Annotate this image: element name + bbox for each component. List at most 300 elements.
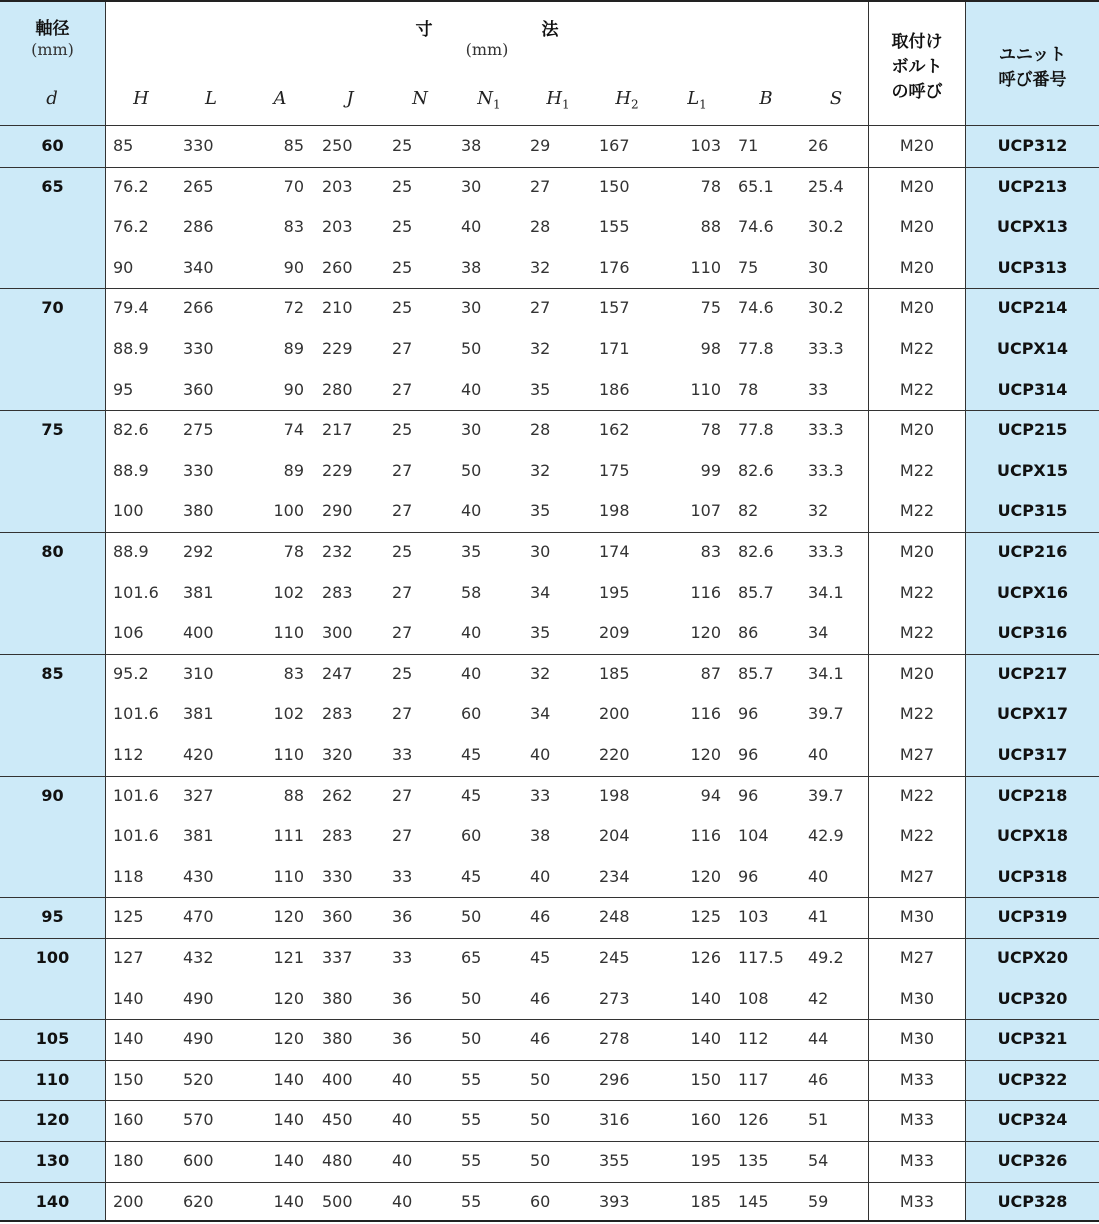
shaft-diameter-value: 65 [41, 176, 64, 196]
dimension-cell: 229 [322, 339, 353, 358]
dimension-cell: 35 [530, 623, 551, 643]
column-rule-bolt [868, 2, 869, 1220]
dimension-cell: 34.1 [808, 582, 844, 602]
dimension-cell: 117.5 [738, 948, 784, 967]
unit-number-cell: UCPX13 [996, 217, 1069, 237]
symbol-letter: S [829, 88, 843, 109]
dimension-cell: 30.2 [808, 298, 844, 318]
dimension-cell: 27 [392, 582, 413, 602]
dimension-cell: 75 [700, 298, 721, 318]
dimension-cell: 337 [322, 948, 353, 967]
dimension-cell: 210 [322, 298, 353, 318]
unit-number-cell: UCP326 [997, 1151, 1068, 1170]
dimension-cell: 60 [530, 1191, 551, 1211]
dimension-cell: 296 [599, 1069, 630, 1089]
dimension-cell: 83 [700, 542, 721, 561]
dimension-cell: 100 [113, 501, 144, 521]
dimension-cell: 355 [599, 1151, 630, 1170]
dimension-cell: 126 [690, 948, 721, 967]
bolt-header-line-3: の呼び [891, 82, 943, 102]
dimension-cell: 25 [392, 542, 413, 561]
unit-number-cell: UCP318 [997, 866, 1068, 886]
dimension-cell: 126 [738, 1110, 769, 1130]
dimension-cell: 71 [738, 136, 759, 155]
dimension-cell: 200 [113, 1191, 144, 1211]
dimension-symbol-10 [744, 84, 788, 114]
dimension-cell: 55 [461, 1191, 482, 1211]
dimension-cell: 36 [392, 988, 413, 1008]
table-bottom-border [0, 1220, 1099, 1222]
dimension-cell: 40 [808, 745, 829, 764]
dimension-cell: 33.3 [808, 460, 844, 480]
dimension-cell: 70 [283, 176, 304, 196]
dimension-cell: 150 [599, 176, 630, 196]
dimension-cell: 381 [183, 582, 214, 602]
dimension-cell: 25 [392, 420, 413, 440]
dimension-cell: 33 [392, 745, 413, 764]
dimension-cell: 120 [273, 907, 304, 927]
dimension-symbol-5 [398, 84, 442, 114]
dimension-cell: 25 [392, 176, 413, 196]
bolt-size-cell: M20 [899, 176, 935, 196]
dimension-cell: 88.9 [113, 460, 149, 480]
unit-number-cell: UCP216 [997, 542, 1068, 561]
dimension-cell: 101.6 [113, 785, 159, 805]
unit-number-cell: UCP324 [997, 1110, 1068, 1130]
dimension-cell: 27 [392, 460, 413, 480]
shaft-diameter-value: 120 [35, 1110, 70, 1130]
dimension-cell: 96 [738, 745, 759, 764]
dimension-cell: 33 [392, 866, 413, 886]
dimension-cell: 135 [738, 1151, 769, 1170]
dimensions-header-char-2: 法 [541, 20, 559, 40]
dimension-cell: 25 [392, 257, 413, 277]
dimension-cell: 85 [113, 136, 134, 155]
dimension-cell: 100 [273, 501, 304, 521]
dimension-cell: 234 [599, 866, 630, 886]
dimension-cell: 46 [530, 1029, 551, 1049]
unit-number-cell: UCP316 [997, 623, 1068, 643]
dimension-cell: 85.7 [738, 582, 774, 602]
dimension-cell: 50 [461, 339, 482, 358]
dimension-cell: 110 [273, 623, 304, 643]
dimension-cell: 25 [392, 217, 413, 237]
symbol-letter: B [759, 88, 773, 109]
column-rule-unit [965, 2, 966, 1220]
dimension-cell: 41 [808, 907, 829, 927]
dimension-cell: 45 [461, 745, 482, 764]
dimension-cell: 103 [690, 136, 721, 155]
dimension-cell: 381 [183, 704, 214, 724]
dimension-cell: 570 [183, 1110, 214, 1130]
dimension-cell: 209 [599, 623, 630, 643]
dimension-cell: 320 [322, 745, 353, 764]
dimension-cell: 283 [322, 704, 353, 724]
dimension-cell: 102 [273, 582, 304, 602]
dimension-cell: 98 [700, 339, 721, 358]
dimension-cell: 174 [599, 542, 630, 561]
bolt-size-cell: M27 [899, 866, 935, 886]
bolt-size-cell: M20 [899, 542, 935, 561]
dimension-cell: 140 [113, 988, 144, 1008]
dimension-cell: 340 [183, 257, 214, 277]
dimension-cell: 104 [738, 826, 769, 846]
dimension-cell: 74.6 [738, 217, 774, 237]
unit-number-cell: UCP319 [997, 907, 1068, 927]
bolt-size-cell: M22 [899, 785, 935, 805]
dimension-cell: 248 [599, 907, 630, 927]
bolt-size-cell: M22 [899, 379, 935, 399]
dimension-cell: 500 [322, 1191, 353, 1211]
dimension-cell: 286 [183, 217, 214, 237]
dimension-cell: 360 [183, 379, 214, 399]
dimension-cell: 50 [530, 1110, 551, 1130]
symbol-subscript: 1 [699, 97, 707, 112]
dimension-cell: 50 [461, 907, 482, 927]
dimension-cell: 27 [392, 623, 413, 643]
dimension-cell: 30 [461, 298, 482, 318]
unit-number-cell: UCP322 [997, 1069, 1068, 1089]
dimension-cell: 74 [283, 420, 304, 440]
dimension-cell: 25 [392, 298, 413, 318]
dimension-cell: 265 [183, 176, 214, 196]
dimension-symbol-6 [467, 84, 511, 114]
dimension-cell: 120 [690, 866, 721, 886]
dimension-cell: 116 [690, 704, 721, 724]
dimension-cell: 232 [322, 542, 353, 561]
unit-number-cell: UCP218 [997, 785, 1068, 805]
dimension-cell: 30.2 [808, 217, 844, 237]
bolt-size-cell: M33 [899, 1191, 935, 1211]
dimension-cell: 36 [392, 907, 413, 927]
bolt-size-cell: M22 [899, 460, 935, 480]
shaft-diameter-unit: (mm) [31, 40, 74, 59]
dimension-cell: 102 [273, 704, 304, 724]
dimension-cell: 330 [183, 339, 214, 358]
dimension-cell: 28 [530, 217, 551, 237]
dimension-cell: 89 [283, 460, 304, 480]
dimension-cell: 393 [599, 1191, 630, 1211]
dimension-cell: 106 [113, 623, 144, 643]
dimension-cell: 140 [690, 1029, 721, 1049]
dimension-cell: 29 [530, 136, 551, 155]
dimension-cell: 77.8 [738, 339, 774, 358]
dimension-cell: 380 [322, 988, 353, 1008]
dimension-cell: 280 [322, 379, 353, 399]
dimension-cell: 120 [690, 623, 721, 643]
dimension-cell: 38 [461, 136, 482, 155]
dimension-symbol-1 [119, 84, 163, 114]
dimension-cell: 292 [183, 542, 214, 561]
unit-number-cell: UCP321 [997, 1029, 1068, 1049]
unit-number-cell: UCP214 [997, 298, 1068, 318]
shaft-diameter-value: 110 [35, 1069, 70, 1089]
symbol-letter: A [273, 88, 287, 109]
dimension-cell: 195 [690, 1151, 721, 1170]
bolt-size-cell: M22 [899, 623, 935, 643]
dimension-cell: 185 [599, 663, 630, 683]
dimension-cell: 300 [322, 623, 353, 643]
dimension-cell: 101.6 [113, 826, 159, 846]
dimension-cell: 40 [392, 1110, 413, 1130]
bolt-size-cell: M20 [899, 136, 935, 155]
dimension-cell: 35 [530, 379, 551, 399]
bolt-size-cell: M30 [899, 907, 935, 927]
dimension-cell: 520 [183, 1069, 214, 1089]
dimension-cell: 79.4 [113, 298, 149, 318]
dimension-cell: 96 [738, 866, 759, 886]
dimension-cell: 40 [530, 866, 551, 886]
unit-number-cell: UCPX14 [996, 339, 1069, 358]
bolt-size-cell: M20 [899, 420, 935, 440]
dimension-cell: 127 [113, 948, 144, 967]
dimension-cell: 39.7 [808, 785, 844, 805]
dimension-cell: 85 [283, 136, 304, 155]
dimension-cell: 110 [690, 379, 721, 399]
dimension-cell: 275 [183, 420, 214, 440]
dimension-cell: 86 [738, 623, 759, 643]
dimension-cell: 160 [690, 1110, 721, 1130]
dimension-cell: 90 [283, 257, 304, 277]
bolt-size-cell: M20 [899, 298, 935, 318]
dimension-cell: 82.6 [113, 420, 149, 440]
bolt-size-cell: M22 [899, 826, 935, 846]
dimension-cell: 75 [738, 257, 759, 277]
dimension-cell: 327 [183, 785, 214, 805]
symbol-letter: N [412, 88, 428, 109]
dimension-cell: 186 [599, 379, 630, 399]
dimension-cell: 45 [530, 948, 551, 967]
dimension-cell: 33 [392, 948, 413, 967]
dimension-cell: 40 [461, 623, 482, 643]
dimension-cell: 34 [530, 582, 551, 602]
dimension-cell: 34 [530, 704, 551, 724]
dimension-cell: 171 [599, 339, 630, 358]
dimension-cell: 245 [599, 948, 630, 967]
dimension-cell: 27 [392, 501, 413, 521]
dimension-cell: 247 [322, 663, 353, 683]
dimension-cell: 121 [273, 948, 304, 967]
dimension-cell: 50 [461, 460, 482, 480]
dimension-symbol-8 [605, 84, 649, 114]
dimension-cell: 72 [283, 298, 304, 318]
shaft-diameter-value: 105 [35, 1029, 70, 1049]
dimension-cell: 39.7 [808, 704, 844, 724]
dimension-cell: 50 [461, 988, 482, 1008]
dimension-cell: 83 [283, 217, 304, 237]
dimension-cell: 99 [700, 460, 721, 480]
dimension-cell: 36 [392, 1029, 413, 1049]
dimension-cell: 45 [461, 785, 482, 805]
dimension-cell: 120 [273, 1029, 304, 1049]
dimension-cell: 203 [322, 176, 353, 196]
symbol-letter: H [133, 88, 149, 109]
dimension-cell: 77.8 [738, 420, 774, 440]
unit-number-cell: UCP328 [997, 1191, 1068, 1211]
dimension-cell: 34.1 [808, 663, 844, 683]
dimension-cell: 101.6 [113, 582, 159, 602]
dimension-cell: 490 [183, 988, 214, 1008]
dimension-cell: 90 [283, 379, 304, 399]
bolt-size-cell: M30 [899, 988, 935, 1008]
dimension-cell: 76.2 [113, 176, 149, 196]
bolt-size-cell: M22 [899, 582, 935, 602]
dimension-cell: 430 [183, 866, 214, 886]
dimension-cell: 108 [738, 988, 769, 1008]
dimension-cell: 27 [530, 176, 551, 196]
dimension-cell: 78 [700, 420, 721, 440]
dimension-cell: 40 [461, 663, 482, 683]
dimension-cell: 600 [183, 1151, 214, 1170]
dimension-cell: 262 [322, 785, 353, 805]
dimension-cell: 278 [599, 1029, 630, 1049]
unit-number-cell: UCPX20 [996, 948, 1069, 967]
dimension-cell: 27 [392, 704, 413, 724]
unit-number-cell: UCPX16 [996, 582, 1069, 602]
dimension-cell: 290 [322, 501, 353, 521]
dimension-cell: 60 [461, 704, 482, 724]
dimension-cell: 95.2 [113, 663, 149, 683]
dimension-cell: 283 [322, 582, 353, 602]
dimension-cell: 470 [183, 907, 214, 927]
dimension-cell: 27 [392, 785, 413, 805]
dimension-cell: 30 [530, 542, 551, 561]
dimension-cell: 260 [322, 257, 353, 277]
dimension-cell: 330 [183, 136, 214, 155]
dimension-cell: 283 [322, 826, 353, 846]
dimension-cell: 400 [183, 623, 214, 643]
column-rule-shaft [105, 2, 106, 1220]
dimension-cell: 310 [183, 663, 214, 683]
dimension-cell: 30 [461, 420, 482, 440]
dimension-symbol-7 [536, 84, 580, 114]
dimension-cell: 480 [322, 1151, 353, 1170]
dimension-cell: 140 [273, 1110, 304, 1130]
shaft-diameter-value: 75 [41, 420, 64, 440]
dimension-cell: 120 [690, 745, 721, 764]
unit-number-cell: UCP320 [997, 988, 1068, 1008]
dimension-cell: 58 [461, 582, 482, 602]
dimension-cell: 33.3 [808, 339, 844, 358]
dimension-cell: 140 [690, 988, 721, 1008]
dimension-cell: 51 [808, 1110, 829, 1130]
dimension-cell: 120 [273, 988, 304, 1008]
dimension-cell: 33 [808, 379, 829, 399]
dimension-cell: 203 [322, 217, 353, 237]
dimension-cell: 42.9 [808, 826, 844, 846]
dimension-cell: 140 [273, 1069, 304, 1089]
dimension-cell: 89 [283, 339, 304, 358]
bolt-header-line-2: ボルト [891, 57, 943, 77]
dimension-cell: 40 [392, 1069, 413, 1089]
dimension-cell: 27 [392, 826, 413, 846]
dimension-cell: 150 [690, 1069, 721, 1089]
dimension-cell: 44 [808, 1029, 829, 1049]
bolt-size-cell: M22 [899, 704, 935, 724]
dimension-cell: 145 [738, 1191, 769, 1211]
symbol-letter: N [477, 88, 494, 109]
dimension-cell: 40 [461, 217, 482, 237]
dimension-cell: 76.2 [113, 217, 149, 237]
dimension-cell: 125 [690, 907, 721, 927]
dimension-cell: 96 [738, 785, 759, 805]
unit-number-header-line-1: ユニット [998, 45, 1067, 65]
dimension-cell: 38 [530, 826, 551, 846]
dimension-cell: 400 [322, 1069, 353, 1089]
dimension-cell: 83 [283, 663, 304, 683]
dimension-cell: 103 [738, 907, 769, 927]
dimension-cell: 25 [392, 136, 413, 155]
dimension-cell: 32 [808, 501, 829, 521]
bolt-size-cell: M30 [899, 1029, 935, 1049]
dimension-cell: 88 [283, 785, 304, 805]
dimensions-unit: (mm) [465, 40, 509, 59]
dimension-cell: 40 [461, 501, 482, 521]
dimension-cell: 25 [392, 663, 413, 683]
dimension-cell: 220 [599, 745, 630, 764]
dimension-cell: 30 [808, 257, 829, 277]
dimension-cell: 32 [530, 339, 551, 358]
bolt-size-cell: M20 [899, 257, 935, 277]
dimension-cell: 28 [530, 420, 551, 440]
dimension-cell: 140 [273, 1151, 304, 1170]
dimension-cell: 40 [461, 379, 482, 399]
shaft-diameter-value: 130 [35, 1151, 70, 1170]
dimension-cell: 27 [392, 339, 413, 358]
dimension-cell: 88.9 [113, 542, 149, 561]
dimension-cell: 490 [183, 1029, 214, 1049]
dimension-symbol-11 [814, 84, 858, 114]
dimension-cell: 55 [461, 1110, 482, 1130]
unit-number-cell: UCPX15 [996, 460, 1069, 480]
dimension-cell: 85.7 [738, 663, 774, 683]
unit-number-cell: UCP315 [997, 501, 1068, 521]
dimension-cell: 25.4 [808, 176, 844, 196]
shaft-diameter-header: 軸径 [35, 19, 70, 39]
dimension-symbol-9 [675, 84, 719, 114]
dimension-cell: 107 [690, 501, 721, 521]
dimension-cell: 380 [322, 1029, 353, 1049]
dimension-cell: 32 [530, 663, 551, 683]
dimension-cell: 34 [808, 623, 829, 643]
dimension-cell: 87 [700, 663, 721, 683]
unit-number-cell: UCP215 [997, 420, 1068, 440]
dimension-cell: 200 [599, 704, 630, 724]
dimension-cell: 82.6 [738, 542, 774, 561]
dimension-symbol-2 [189, 84, 233, 114]
dimension-cell: 78 [738, 379, 759, 399]
dimension-cell: 33.3 [808, 542, 844, 561]
symbol-letter: L [687, 88, 700, 109]
dimension-cell: 95 [113, 379, 134, 399]
symbol-subscript: 1 [562, 97, 570, 112]
dimension-cell: 42 [808, 988, 829, 1008]
symbol-subscript: 1 [493, 97, 501, 112]
dimension-cell: 118 [113, 866, 144, 886]
unit-number-cell: UCP313 [997, 257, 1068, 277]
dimension-cell: 450 [322, 1110, 353, 1130]
dimension-cell: 198 [599, 501, 630, 521]
symbol-letter: H [615, 88, 632, 109]
dimension-cell: 26 [808, 136, 829, 155]
dimension-cell: 40 [392, 1151, 413, 1170]
unit-number-cell: UCP312 [997, 136, 1068, 155]
dimension-cell: 266 [183, 298, 214, 318]
bolt-size-cell: M27 [899, 948, 935, 967]
dimension-cell: 112 [113, 745, 144, 764]
dimension-cell: 198 [599, 785, 630, 805]
dimension-cell: 40 [392, 1191, 413, 1211]
